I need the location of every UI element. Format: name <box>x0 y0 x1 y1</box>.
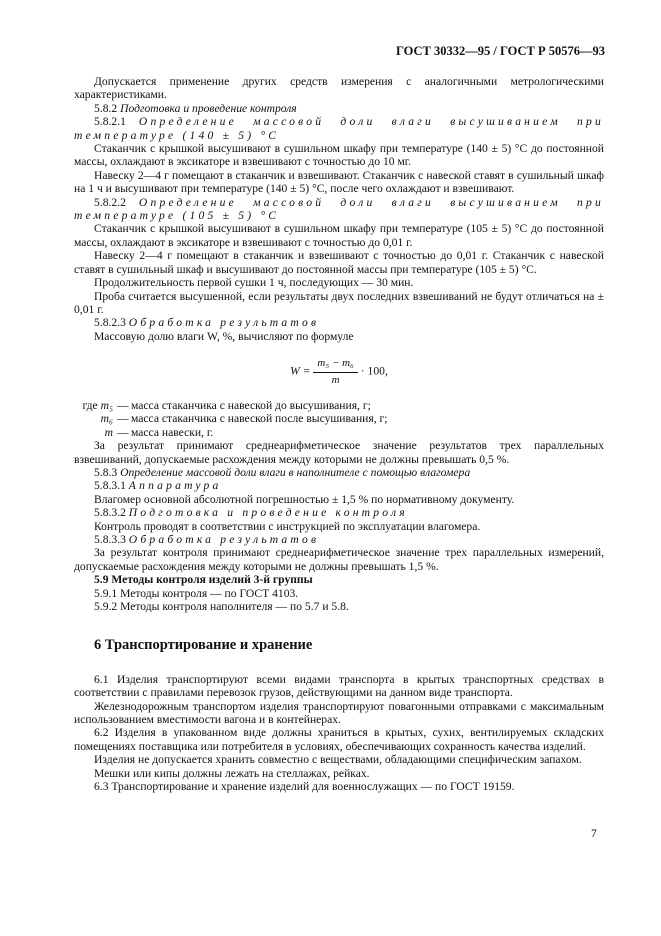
paragraph: Железнодорожным транспортом изделия транспортируют повагонными отправками с максимальным использованием вместимости вагона и в контейнерах. <box>74 699 604 727</box>
subsection-heading <box>74 533 604 546</box>
where-text: масса стаканчика с навеской после высушивания, г; <box>131 412 388 426</box>
subsection-heading <box>74 466 604 479</box>
where-row <box>62 412 604 425</box>
clause-title: Подготовка и проведение контроля <box>128 506 408 520</box>
where-text: масса стаканчика с навеской до высушивания, г; <box>131 398 371 412</box>
clause-title: Обработка результатов <box>128 533 320 546</box>
paragraph: 5.9.1 Методы контроля — по ГОСТ 4103. <box>94 586 299 600</box>
formula-rhs: · 100, <box>360 364 388 378</box>
subsection-heading <box>74 506 604 519</box>
where-row <box>62 426 604 439</box>
paragraph: Мешки или кипы должны лежать на стеллажах, рейках. <box>94 766 370 780</box>
subsection-heading <box>74 115 604 142</box>
where-row <box>62 399 604 412</box>
subsection-heading <box>74 479 604 492</box>
paragraph: 6.2 Изделия в упакованном виде должны храниться в крытых, сухих, вентилируемых складских помещениях поставщика или потребителя в условиях, обеспечивающих сохранность качества изделий. <box>74 726 604 753</box>
paragraph: Навеску 2—4 г помещают в стаканчик и взвешивают с точностью до 0,01 г. Стаканчик с навеской ставят в сушильный шкаф и высушивают до постоянной массы при температуре (105 ± 5) °С. <box>74 249 604 276</box>
paragraph: Допускается применение других средств измерения с аналогичными метрологическими характеристиками. <box>74 75 604 102</box>
clause-number: 5.8.3 <box>94 465 118 479</box>
clause-number: 5.8.2.3 <box>94 316 126 330</box>
where-dash: — <box>117 398 129 412</box>
clause-number: 5.8.3.1 <box>94 479 126 493</box>
where-dash: — <box>117 412 129 426</box>
clause-number: 5.8.2.1 <box>94 115 126 129</box>
clause-title: Определение массовой доли влаги высушиванием при температуре (140 ± 5) °С <box>74 115 604 142</box>
clause-title: Определение массовой доли влаги в наполнителе с помощью влагомера <box>120 465 471 479</box>
paragraph: 6.3 Транспортирование и хранение изделий для военнослужащих — по ГОСТ 19159. <box>94 780 515 794</box>
paragraph: Массовую долю влаги W, %, вычисляют по формуле <box>94 329 354 343</box>
clause-number: 5.8.2 <box>94 101 118 115</box>
subsection-heading-bold: 5.9 Методы контроля изделий 3-й группы <box>94 573 313 587</box>
clause-number: 5.8.3.2 <box>94 506 126 520</box>
paragraph: Стаканчик с крышкой высушивают в сушильном шкафу при температуре (140 ± 5) °С до постоянной массы, охлаждают в эксикаторе и взвешивают с точностью до 10 мг. <box>74 142 604 169</box>
page-header: ГОСТ 30332—95 / ГОСТ Р 50576—93 <box>396 44 605 58</box>
paragraph: Влагомер основной абсолютной погрешностью ± 1,5 % по нормативному документу. <box>94 492 515 506</box>
clause-number: 5.8.2.2 <box>94 195 126 209</box>
clause-title: Аппаратура <box>128 479 222 493</box>
formula-lhs: W = <box>290 364 311 378</box>
paragraph: Проба считается высушенной, если результаты двух последних взвешиваний не будут отличаться на ± 0,01 г. <box>74 289 604 316</box>
section-heading: 6 Транспортирование и хранение <box>94 637 313 654</box>
where-lead: m₆ <box>100 412 113 426</box>
paragraph: За результат контроля принимают среднеарифметическое значение трех параллельных измерений, допускаемые расхождения между которыми не должны превышать 1,5 %. <box>74 546 604 573</box>
clause-number: 5.8.3.3 <box>94 533 126 546</box>
paragraph: Навеску 2—4 г помещают в стаканчик и взвешивают. Стаканчик с навеской ставят в сушильный шкаф на 1 ч и высушивают при температуре (140 ± 5) °С, после чего охлаждают и взвешивают. <box>74 168 604 196</box>
clause-title: Определение массовой доли влаги высушиванием при температуре (105 ± 5) °С <box>74 195 604 223</box>
formula <box>74 357 604 387</box>
clause-title: Подготовка и проведение контроля <box>120 101 297 115</box>
formula-numerator: m₅ − m₆ <box>313 357 357 372</box>
page-content <box>74 75 604 794</box>
where-text: масса навески, г. <box>131 425 214 439</box>
paragraph: Изделия не допускается хранить совместно с веществами, обладающими специфическим запахом. <box>94 753 582 767</box>
subsection-heading <box>74 196 604 223</box>
paragraph: Стаканчик с крышкой высушивают в сушильном шкафу при температуре (105 ± 5) °С до постоянной массы, охлаждают в эксикаторе и взвешивают с точностью до 0,01 г. <box>74 222 604 249</box>
where-lead: где m₅ <box>82 398 113 412</box>
paragraph: 6.1 Изделия транспортируют всеми видами транспорта в крытых транспортных средствах в соответствии с правилами перевозок грузов, действующими на данном виде транспорта. <box>74 672 604 700</box>
subsection-heading <box>74 316 604 329</box>
paragraph: Контроль проводят в соответствии с инструкцией по эксплуатации влагомера. <box>94 519 481 533</box>
paragraph: 5.9.2 Методы контроля наполнителя — по 5.7 и 5.8. <box>94 600 349 614</box>
where-dash: — <box>117 425 129 439</box>
paragraph: За результат принимают среднеарифметическое значение результатов трех параллельных взвешиваний, допускаемые расхождения между которыми не должны превышать 0,5 %. <box>74 439 604 466</box>
where-lead: m <box>104 425 113 439</box>
subsection-heading <box>74 102 604 115</box>
paragraph: Продолжительность первой сушки 1 ч, последующих — 30 мин. <box>94 276 414 290</box>
formula-fraction <box>313 357 357 387</box>
clause-title: Обработка результатов <box>128 316 320 330</box>
page-number: 7 <box>591 827 597 840</box>
formula-denominator: m <box>331 373 340 386</box>
